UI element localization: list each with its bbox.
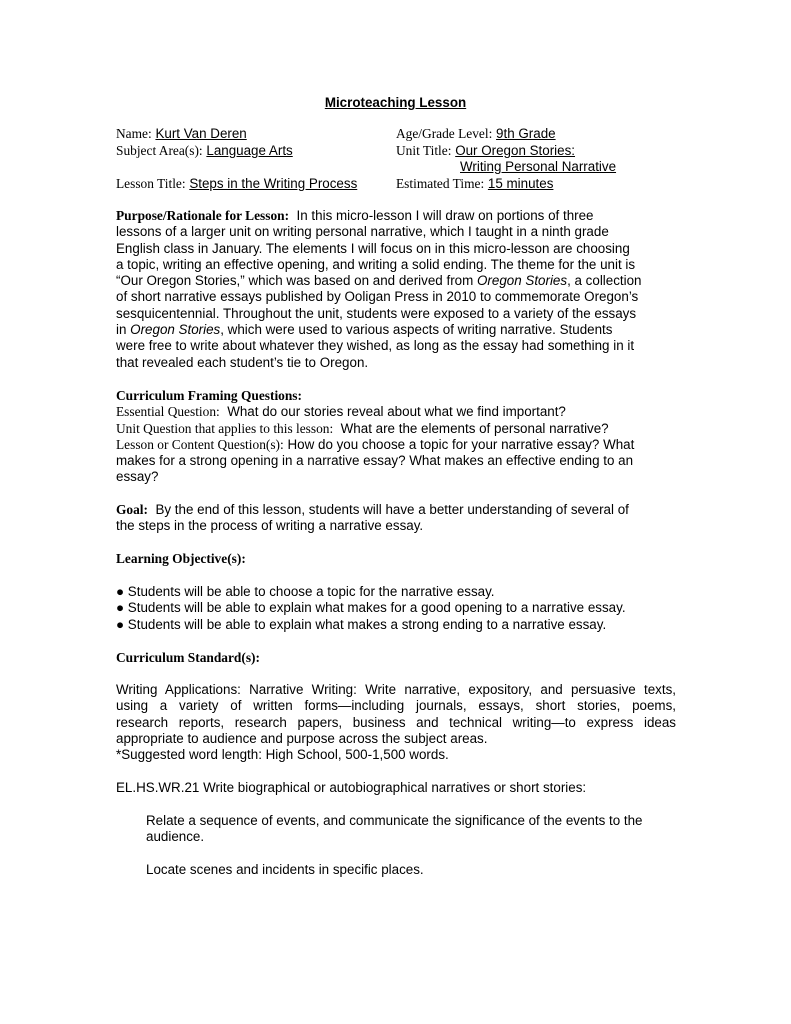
unit-question-text: What are the elements of personal narrative?	[340, 420, 609, 436]
list-item: ● Students will be able to explain what makes a strong ending to a narrative essay.	[116, 616, 607, 632]
word-length: *Suggested word length: High School, 500-1,500 words.	[116, 747, 449, 763]
goal-text: By the end of this lesson, students will have a better understanding of several of	[155, 502, 629, 517]
purpose-line: sesquicentennial. Throughout the unit, students were exposed to a variety of the essays	[116, 305, 637, 321]
list-item: ● Students will be able to choose a topic for the narrative essay.	[116, 584, 495, 599]
goal-section	[116, 502, 676, 535]
lesson-question-text: essay?	[116, 469, 159, 485]
purpose-line: that revealed each student’s tie to Oregon.	[116, 354, 369, 370]
unit-question-label: Unit Question that applies to this lesson:	[116, 420, 334, 436]
name-value: Kurt Van Deren	[155, 126, 247, 141]
substandard-text: Locate scenes and incidents in specific places.	[146, 862, 424, 877]
purpose-line: in	[116, 322, 127, 338]
standards-text: research reports, research papers, business and technical writing—to express ideas	[116, 714, 676, 730]
standards-text: appropriate to audience and purpose across the subject areas.	[116, 730, 488, 746]
essential-text: What do our stories reveal about what we find important?	[227, 404, 566, 420]
goal-label: Goal:	[116, 502, 148, 517]
time-label: Estimated Time:	[396, 176, 485, 191]
el-standard: EL.HS.WR.21 Write biographical or autobiographical narratives or short stories:	[116, 780, 587, 795]
lesson-question-text: How do you choose a topic for your narrative essay? What	[287, 436, 635, 452]
list-item: ● Students will be able to explain what makes for a good opening to a narrative essay.	[116, 600, 626, 616]
purpose-line: were free to write about whatever they wished, as long as the essay had something in it	[116, 338, 635, 354]
purpose-label: Purpose/Rationale for Lesson:	[116, 208, 290, 223]
standards-text: using a variety of written forms—including journals, essays, short stories, poems,	[116, 698, 676, 714]
name-label: Name:	[116, 126, 152, 141]
purpose-line: English class in January. The elements I will focus on in this micro-lesson are choosing	[116, 240, 630, 256]
purpose-line: In this micro-lesson I will draw on portions of three	[296, 208, 594, 223]
framing-section	[116, 388, 676, 486]
framing-heading: Curriculum Framing Questions:	[116, 388, 302, 403]
goal-text: the steps in the process of writing a narrative essay.	[116, 518, 424, 534]
standards-text: Writing Applications: Narrative Writing: Write narrative, expository, and persuasive texts,	[116, 682, 676, 697]
el-substandard-2	[146, 862, 676, 878]
lesson-title-value: Steps in the Writing Process	[189, 176, 358, 191]
purpose-line: , which were used to various aspects of writing narrative. Students	[220, 322, 613, 338]
el-substandard-1	[146, 813, 676, 846]
unit-title-value-1: Our Oregon Stories:	[455, 143, 576, 158]
purpose-paragraph	[116, 208, 676, 371]
purpose-line: lessons of a larger unit on writing personal narrative, which I taught in a ninth grade	[116, 224, 609, 240]
lesson-title-row	[116, 176, 357, 192]
age-row	[396, 126, 556, 142]
age-label: Age/Grade Level:	[396, 126, 493, 141]
lesson-question-label: Lesson or Content Question(s):	[116, 436, 284, 452]
purpose-line: “Our Oregon Stories,” which was based on and derived from	[116, 273, 474, 289]
unit-title-row	[396, 143, 575, 159]
el-standard-block	[116, 780, 676, 796]
subject-row	[116, 143, 293, 159]
subject-label: Subject Area(s):	[116, 143, 203, 158]
standards-heading: Curriculum Standard(s):	[116, 650, 260, 665]
writing-applications	[116, 682, 676, 763]
name-row	[116, 126, 247, 142]
time-row	[396, 176, 553, 192]
purpose-line: , a collection	[567, 273, 642, 289]
objectives-list	[116, 584, 676, 633]
substandard-text: audience.	[146, 829, 205, 845]
unit-title-label: Unit Title:	[396, 143, 452, 158]
unit-title-value-2: Writing Personal Narrative	[460, 159, 617, 174]
purpose-line: a topic, writing an effective opening, and writing a solid ending. The theme for the unit is	[116, 256, 636, 272]
time-value: 15 minutes	[487, 176, 554, 191]
substandard-text: Relate a sequence of events, and communicate the significance of the events to the	[146, 813, 643, 828]
age-value: 9th Grade	[496, 126, 556, 141]
lesson-title-label: Lesson Title:	[116, 176, 186, 191]
document-title: Microteaching Lesson	[324, 95, 467, 110]
subject-value: Language Arts	[206, 143, 293, 158]
essential-label: Essential Question:	[116, 404, 220, 420]
oregon-stories-title: Oregon Stories	[130, 322, 221, 338]
purpose-line: of short narrative essays published by Ooligan Press in 2010 to commemorate Oregon’s	[116, 289, 639, 305]
objectives-heading: Learning Objective(s):	[116, 551, 246, 566]
lesson-question-text: makes for a strong opening in a narrative essay? What makes an effective ending to an	[116, 453, 634, 469]
unit-title-row-2	[460, 159, 616, 175]
objectives-heading-block	[116, 551, 676, 567]
oregon-stories-title: Oregon Stories	[477, 273, 568, 289]
standards-heading-block	[116, 650, 676, 666]
